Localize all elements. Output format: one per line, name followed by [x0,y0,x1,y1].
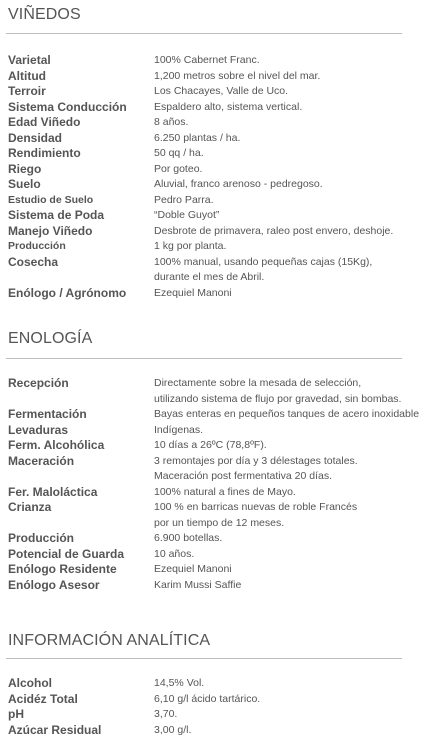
spec-value [154,547,432,563]
spec-value [154,115,432,131]
section-divider [6,33,402,34]
spec-value-line: Pedro Parra. [154,193,214,206]
spec-value [154,723,432,739]
spec-label: Rendimiento [8,146,81,160]
spec-label: Varietal [8,53,51,67]
spec-value-line: 8 años. [154,116,189,128]
section-title-enologia: ENOLOGÍA [8,330,93,347]
spec-label: Crianza [8,500,52,514]
spec-value [154,239,432,255]
spec-row [0,193,432,209]
spec-value-line: 6.250 plantas / ha. [154,131,241,144]
spec-value-line: Los Chacayes, Valle de Uco. [154,85,289,97]
spec-row [0,376,432,407]
spec-label: Fermentación [8,407,87,421]
spec-row [0,224,432,240]
spec-row [0,454,432,485]
spec-value [154,707,432,723]
spec-value-line: 100% manual, usando pequeñas cajas (15Kg), [154,255,373,268]
spec-label: Terroir [8,84,46,98]
spec-row [0,131,432,147]
spec-row [0,547,432,563]
spec-value-line: Espaldero alto, sistema vertical. [154,100,303,113]
spec-row [0,69,432,85]
spec-label: Sistema de Poda [8,208,105,222]
section-divider [6,658,402,659]
spec-value-line: Por goteo. [154,162,203,175]
spec-row [0,239,432,255]
spec-label: Recepción [8,376,69,390]
spec-value [154,131,432,147]
spec-value [154,162,432,178]
spec-label: Enólogo Asesor [8,577,100,592]
spec-row [0,676,432,692]
spec-row [0,255,432,286]
spec-row [0,146,432,162]
spec-value [154,423,432,439]
spec-row [0,53,432,69]
spec-value [154,438,432,454]
spec-label: Cosecha [8,254,59,269]
spec-value [154,407,432,423]
spec-value [154,562,432,578]
spec-label: Enólogo Residente [8,562,117,576]
spec-value-line: Maceración post fermentativa 20 días. [154,470,333,482]
spec-value [154,208,432,224]
spec-value-line: 100% Cabernet Franc. [154,54,260,66]
spec-value-line: Aluvial, franco arenoso - pedregoso. [154,178,323,190]
spec-row [0,500,432,531]
section-divider [6,358,402,359]
vinedos-table [0,53,432,301]
spec-value-line: 3,00 g/l. [154,723,192,736]
spec-value-line: 100 % en barricas nuevas de roble Francés [154,501,358,513]
spec-value [154,255,432,286]
spec-value-line: 3,70. [154,708,178,720]
spec-label: Maceración [8,453,75,468]
enologia-table [0,376,432,593]
spec-row [0,707,432,723]
spec-row [0,162,432,178]
spec-row [0,438,432,454]
spec-value-line: 10 años. [154,547,195,560]
spec-row [0,84,432,100]
spec-label: Suelo [8,177,41,191]
spec-value-line: 100% natural a fines de Mayo. [154,485,296,498]
spec-value-line: utilizando sistema de flujo por gravedad, sin bombas. [154,392,402,405]
spec-value [154,500,432,531]
spec-value [154,84,432,100]
spec-value-line: Desbrote de primavera, raleo post envero, deshoje. [154,224,394,237]
spec-value-line: 1 kg por planta. [154,240,227,252]
spec-value [154,177,432,193]
spec-label: Producción [8,240,66,252]
spec-value [154,100,432,116]
analitica-table [0,676,432,738]
spec-value [154,531,432,547]
spec-value-line: Karim Mussi Saffie [154,578,242,591]
spec-row [0,578,432,594]
spec-row [0,115,432,131]
spec-value-line: “Doble Guyot” [154,209,220,221]
spec-row [0,423,432,439]
spec-label: Altitud [8,68,46,83]
spec-value-line: 1,200 metros sobre el nivel del mar. [154,69,321,82]
spec-row [0,531,432,547]
spec-label: Alcohol [8,676,52,690]
spec-label: Potencial de Guarda [8,546,125,561]
spec-row [0,723,432,739]
spec-value-line: 14,5% Vol. [154,677,205,689]
spec-label: Producción [8,531,75,545]
spec-value [154,146,432,162]
spec-row [0,562,432,578]
spec-row [0,177,432,193]
spec-value [154,692,432,708]
spec-label: pH [8,707,24,721]
spec-value-line: Ezequiel Manoni [154,563,232,575]
spec-value [154,224,432,240]
spec-label: Fer. Maloláctica [8,484,98,499]
spec-value [154,69,432,85]
spec-value-line: Directamente sobre la mesada de selección, [154,377,362,389]
spec-value-line: 6.900 botellas. [154,532,223,544]
spec-label: Densidad [8,130,63,145]
section-title-vinedos: VIÑEDOS [8,6,81,23]
spec-value [154,376,432,407]
section-title-informacion-analitica: INFORMACIÓN ANALÍTICA [8,632,211,649]
spec-value-line: 50 qq / ha. [154,147,204,159]
spec-label: Ferm. Alcohólica [8,438,105,452]
spec-label: Acidéz Total [8,691,78,706]
spec-row [0,100,432,116]
spec-value [154,193,432,209]
spec-value [154,454,432,485]
spec-row [0,407,432,423]
spec-value [154,578,432,594]
spec-value [154,676,432,692]
spec-row [0,286,432,302]
spec-label: Estudio de Suelo [8,193,94,206]
spec-value [154,286,432,302]
spec-label: Sistema Conducción [8,99,127,114]
spec-row [0,208,432,224]
spec-label: Manejo Viñedo [8,223,93,238]
spec-value-line: Ezequiel Manoni [154,286,232,299]
spec-value [154,53,432,69]
spec-value-line: Bayas enteras en pequeños tanques de acero inoxidable [154,408,420,420]
spec-value-line: durante el mes de Abril. [154,271,265,283]
spec-row [0,692,432,708]
spec-value-line: 3 remontajes por día y 3 délestages totales. [154,454,358,467]
spec-label: Riego [8,161,42,176]
spec-value-line: por un tiempo de 12 meses. [154,516,285,529]
spec-value-line: 6,10 g/l ácido tartárico. [154,692,261,705]
spec-label: Edad Viñedo [8,115,81,129]
spec-label: Azúcar Residual [8,722,102,737]
spec-value-line: 10 días a 26ºC (78,8ºF). [154,439,267,451]
spec-label: Enólogo / Agrónomo [8,285,127,300]
spec-row [0,485,432,501]
spec-value-line: Indígenas. [154,423,204,436]
spec-label: Levaduras [8,422,69,437]
spec-value [154,485,432,501]
